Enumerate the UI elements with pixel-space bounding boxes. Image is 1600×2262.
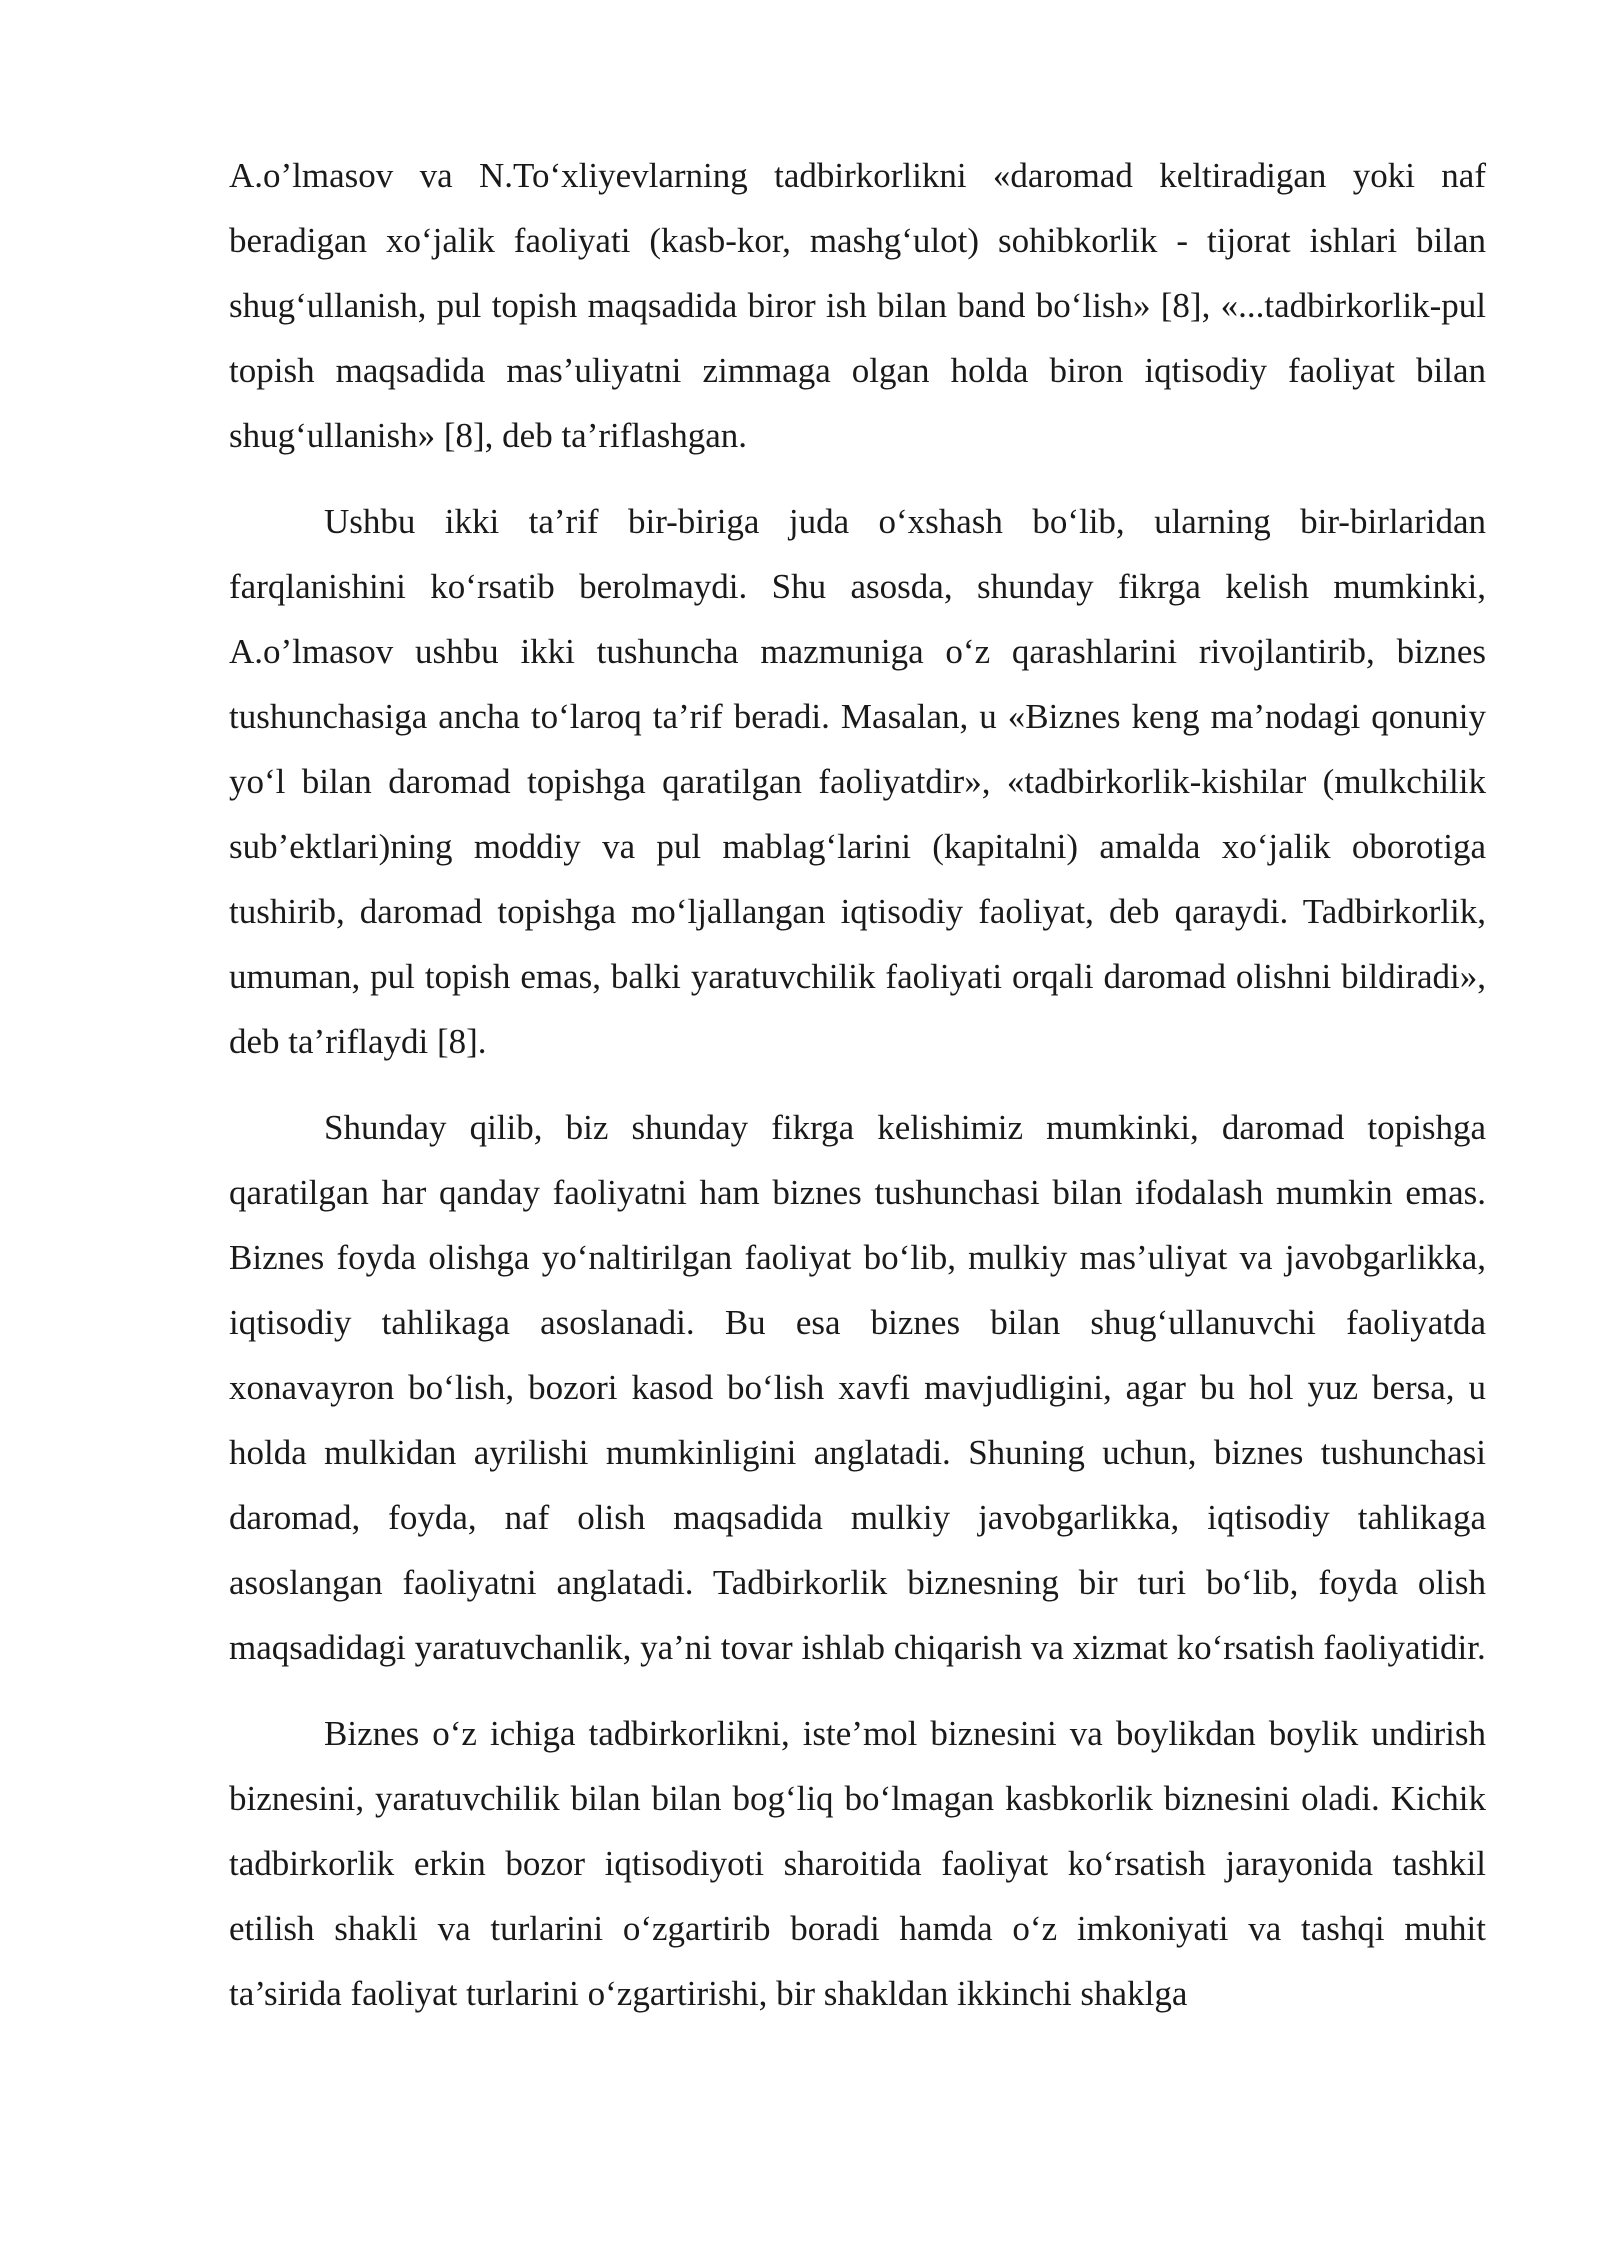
paragraph-1: A.o’lmasov va N.To‘xliyevlarning tadbirkorlikni «daromad keltiradigan yoki naf beradigan xo‘jalik faoliyati (kasb-kor, mashg‘ulot) sohibkorlik - tijorat ishlari bilan shug‘ullanish, pul topish maqsadida biror ish bilan band bo‘lish» [8], «...tadbirkorlik-pul topish maqsadida mas’uliyatni zimmaga olgan holda biron iqtisodiy faoliyat bilan shug‘ullanish» [8], deb ta’riflashgan. (229, 156, 1486, 455)
paragraph-2: Ushbu ikki ta’rif bir-biriga juda o‘xshash bo‘lib, ularning bir-birlaridan farqlanishini ko‘rsatib berolmaydi. Shu asosda, shunday fikrga kelish mumkinki, A.o’lmasov ushbu ikki tushuncha mazmuniga o‘z qarashlarini rivojlantirib, biznes tushunchasiga ancha to‘laroq ta’rif beradi. Masalan, u «Biznes keng ma’nodagi qonuniy yo‘l bilan daromad topishga qaratilgan faoliyatdir», «tadbirkorlik-kishilar (mulkchilik sub’ektlari)ning moddiy va pul mablag‘larini (kapitalni) amalda xo‘jalik oborotiga tushirib, daromad topishga mo‘ljallangan iqtisodiy faoliyat, deb qaraydi. Tadbirkorlik, umuman, pul topish emas, balki yaratuvchilik faoliyati orqali daromad olishni bildiradi», deb ta’riflaydi [8]. (229, 502, 1486, 1061)
paragraph-4: Biznes o‘z ichiga tadbirkorlikni, iste’mol biznesini va boylikdan boylik undirish biznesini, yaratuvchilik bilan bilan bog‘liq bo‘lmagan kasbkorlik biznesini oladi. Kichik tadbirkorlik erkin bozor iqtisodiyoti sharoitida faoliyat ko‘rsatish jarayonida tashkil etilish shakli va turlarini o‘zgartirib boradi hamda o‘z imkoniyati va tashqi muhit ta’sirida faoliyat turlarini o‘zgartirishi, bir shakldan ikkinchi shaklga (229, 1714, 1486, 2013)
paragraph-3: Shunday qilib, biz shunday fikrga kelishimiz mumkinki, daromad topishga qaratilgan har qanday faoliyatni ham biznes tushunchasi bilan ifodalash mumkin emas. Biznes foyda olishga yo‘naltirilgan faoliyat bo‘lib, mulkiy mas’uliyat va javobgarlikka, iqtisodiy tahlikaga asoslanadi. Bu esa biznes bilan shug‘ullanuvchi faoliyatda xonavayron bo‘lish, bozori kasod bo‘lish xavfi mavjudligini, agar bu hol yuz bersa, u holda mulkidan ayrilishi mumkinligini anglatadi. Shuning uchun, biznes tushunchasi daromad, foyda, naf olish maqsadida mulkiy javobgarlikka, iqtisodiy tahlikaga asoslangan faoliyatni anglatadi. Tadbirkorlik biznesning bir turi bo‘lib, foyda olish maqsadidagi yaratuvchanlik, ya’ni tovar ishlab chiqarish va xizmat ko‘rsatish faoliyatidir. (229, 1108, 1486, 1667)
text-body (229, 143, 1486, 2026)
